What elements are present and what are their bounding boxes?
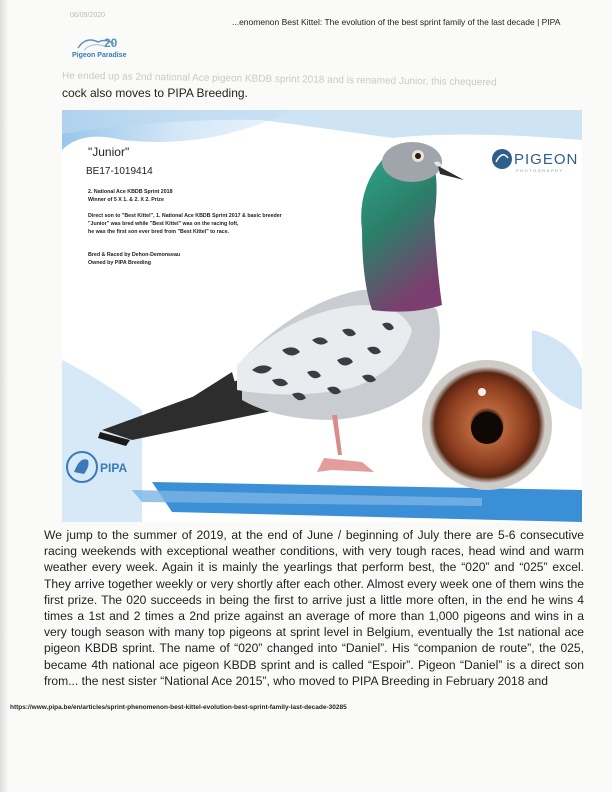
article-paragraph: We jump to the summer of 2019, at the end of June / beginning of July there are 5-6 consecutive racing weekends with exceptional weather conditions, with very tough races, head wind and warm weather every week. Again it is mainly the yearlings that perform best, the “020” and “025” excel. They arrive together weekly or very shortly after each other. Almost every week one of them wins the first prize. The 020 succeeds in being the first to arrive just a little more often, in the end he wins 4 times a 1st and 2 times a 2nd prize against an average of more than 1,000 pigeons and wins in a very tough season with many top pigeons at sprint level in Belgium, eventually the 1st national ace pigeon KBDB sprint. The name of “020” changed into “Daniel”. His “companion de route”, the 025, became 4th national ace pigeon KBDB sprint and is called “Espoir”. Pigeon “Daniel” is a direct son from... the nest sister “National Ace 2015”, who moved to PIPA Breeding in February 2018 and: [44, 528, 584, 688]
photo-brand-label: PIGEON: [514, 151, 579, 168]
pigeon-name: "Junior": [88, 145, 130, 159]
photo-brand-sub: PHOTOGRAPHY: [516, 168, 564, 173]
pigeon-ring-number: BE17-1019414: [86, 166, 153, 177]
intro-faint-line: He ended up as 2nd national Ace pigeon KBDB sprint 2018 and is renamed Junior, this chequered: [61, 70, 497, 89]
footer-url[interactable]: https://www.pipa.be/en/articles/sprint-phenomenon-best-kittel-evolution-best-sprint-family-last-decade-30285: [10, 704, 347, 711]
header-date: 06/09/2020: [70, 12, 106, 19]
header-title: ...enomenon Best Kittel: The evolution of the best sprint family of the last decade | PIPA: [232, 17, 561, 27]
pigeon-description: Direct son to "Best Kittel", 1. National Ace KBDB Sprint 2017 & basic breeder "Junior" was bred while "Best Kittel" was on the racing loft, he was the first son ever bred from "Best Kittel" to race.: [88, 213, 282, 235]
pigeon-breeder-info: Bred & Raced by Dehon-Demonseau Owned by PIPA Breeding: [88, 252, 181, 266]
intro-line: cock also moves to PIPA Breeding.: [62, 86, 248, 100]
pigeon-achievements: 2. National Ace KBDB Sprint 2018 Winner of 5 X 1. & 2. X 2. Prize: [88, 189, 173, 203]
page-edge-shadow: [0, 0, 8, 792]
pipa-label: PIPA: [100, 461, 128, 475]
logo-name: Pigeon Paradise: [72, 52, 127, 59]
logo-number: 20: [104, 36, 118, 50]
site-logo[interactable]: [72, 34, 142, 64]
